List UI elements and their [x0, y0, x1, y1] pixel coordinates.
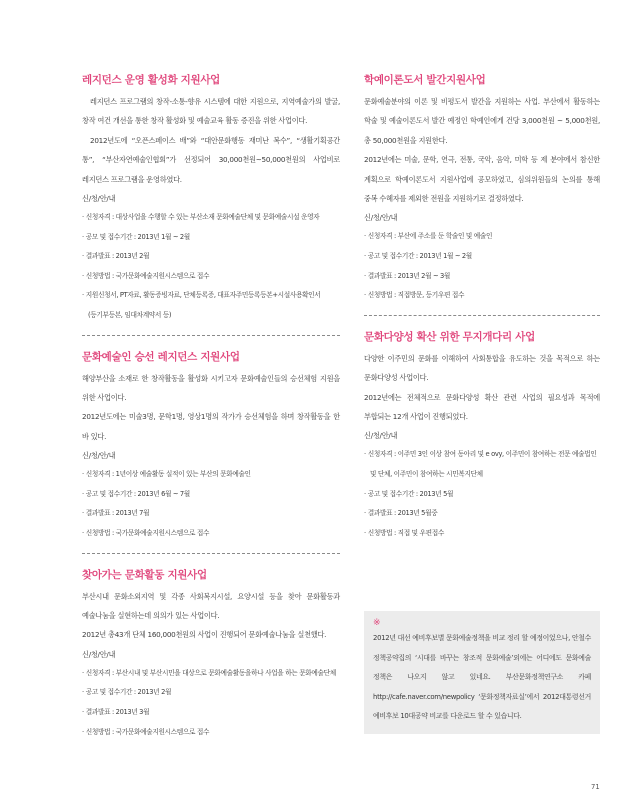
page-number: 71: [591, 783, 600, 791]
section-paragraph: 레지던스 프로그램의 창작-소통-향유 시스템에 대한 지원으로, 지역예술가의 발굴, 창작 여건 개선을 통한 창작 활성화 및 예술교육 활동 증진을 위한 사업이다.: [82, 97, 340, 126]
application-guide-label: 신/청/안/내: [82, 649, 116, 659]
section-title: 문화다양성 확산 위한 무지개다리 사업: [364, 330, 535, 343]
application-list: [364, 227, 600, 305]
section-rainbow-bridge: [364, 329, 600, 544]
application-list: [82, 664, 340, 742]
list-item: · 신청자격 : 1년이상 예술활동 실적이 있는 부산의 문화예술인: [82, 465, 340, 485]
list-item: · 신청방법 : 직접방문, 등기우편 접수: [364, 286, 600, 306]
list-item: · 결과발표 : 2013년 2월: [82, 247, 340, 267]
application-list: [82, 208, 340, 326]
list-item: · 공고 및 접수기간 : 2013년 5월: [364, 485, 600, 505]
note-text: 2012년 대선 예비후보별 문화예술정책을 비교 정리 할 예정이었으나, 안철수 정책공약집의 ‘시대를 바꾸는 창조적 문화예술’외에는 어디에도 문화예술 정책은 나오지 않고 있네요. 부산문화정책연구소 카페 http://cafe.naver.com/newpolicy ‘문화정책자료실’에서 2012대통령선거 예비후보 10대공약 비교를 다운로드 할 수 있습니다.: [373, 634, 591, 720]
list-item: · 신청방법 : 국가문화예술지원시스템으로 접수: [82, 524, 340, 544]
application-guide-label: 신/청/안/내: [82, 451, 116, 461]
section-boarding-residence: [82, 349, 340, 544]
section-theory-books: [364, 72, 600, 306]
list-item: · 신청자격 : 부산에 주소를 둔 학술인 및 예술인: [364, 227, 600, 247]
list-item: · 공고 및 접수기간 : 2013년 1월 ~ 2월: [364, 247, 600, 267]
reference-mark-icon: ※: [373, 618, 381, 628]
list-item: · 신청자격 : 대상사업을 수행할 수 있는 부산소재 문화예술단체 및 문화예술시설 운영자: [82, 208, 340, 228]
list-item: · 결과발표 : 2013년 3월: [82, 703, 340, 723]
list-item: · 신청자격 : 이주민 3인 이상 참여 동아리 및 e ovy, 이주민이 참여하는 전문 예술법인 및 단체, 이주민이 참여하는 시민복지단체: [364, 445, 600, 484]
section-paragraph: 2012년도에 “오픈스페이스 배”와 “대안문화행동 재미난 복수”, “생활기획공간 통”, “부산자연예술인협회”가 선정되어 30,000천원~50,000천원의 사업비로 레지던스 프로그램을 운영하였다.: [82, 135, 340, 184]
list-item: · 결과발표 : 2013년 7월: [82, 504, 340, 524]
list-item: · 공모 및 접수기간 : 2013년 1월 ~ 2월: [82, 228, 340, 248]
section-paragraph: 2012년에는 미술, 문학, 연극, 전통, 국악, 음악, 미학 등 제 분야에서 참신한 계획으로 학예이론도서 지원사업에 공모하였고, 심의위원들의 논의를 통해 중복 수혜자를 제외한 전원을 지원하기로 결정하였다.: [364, 155, 600, 204]
application-list: [82, 465, 340, 543]
section-residence-support: [82, 72, 340, 326]
list-item: · 결과발표 : 2013년 5월중: [364, 504, 600, 524]
section-outreach-culture: [82, 567, 340, 743]
section-title: 찾아가는 문화활동 지원사업: [82, 568, 207, 581]
section-title: 문화예술인 승선 레지던스 지원사업: [82, 350, 240, 363]
section-paragraph: 2012년에는 전체적으로 문화다양성 확산 관련 사업의 필요성과 목적에 부합되는 12개 사업이 진행되었다.: [364, 392, 600, 422]
note-box: [364, 611, 600, 734]
list-item: · 지원신청서, PT자료, 활동증빙자료, 단체등록증, 대표자주민등록등본+시설사용확인서(등기부등본, 임대차계약서 등): [82, 286, 340, 325]
application-list: [364, 445, 600, 543]
list-item: · 신청방법 : 국가문화예술지원시스템으로 접수: [82, 723, 340, 743]
section-paragraph: 2012년 총43개 단체 160,000천원의 사업이 진행되어 문화예술나눔을 실천했다.: [82, 630, 327, 640]
application-guide-label: 신/청/안/내: [82, 194, 116, 204]
section-paragraph: 부산시내 문화소외지역 및 각종 사회복지시설, 요양시설 등을 찾아 문화활동과 예술나눔을 실현하는데 의의가 있는 사업이다.: [82, 591, 340, 620]
left-column: [82, 72, 340, 742]
application-guide-label: 신/청/안/내: [364, 213, 398, 223]
section-title: 학예이론도서 발간지원사업: [364, 74, 486, 86]
section-paragraph: 해양부산을 소재로 한 창작활동을 활성화 시키고자 문화예술인들의 승선체험 지원을 위한 사업이다.: [82, 373, 340, 402]
section-paragraph: 다양한 이주민의 문화를 이해하여 사회통합을 유도하는 것을 목적으로 하는 문화다양성 사업이다.: [364, 353, 600, 383]
section-paragraph: 2012년도에는 미술3명, 문학1명, 영상1명의 작가가 승선체험을 하며 창작활동을 한 바 있다.: [82, 412, 340, 441]
application-guide-label: 신/청/안/내: [364, 431, 398, 441]
section-title: 레지던스 운영 활성화 지원사업: [82, 74, 221, 86]
section-divider: [364, 315, 600, 316]
list-item: · 신청자격 : 부산시내 및 부산시민을 대상으로 문화예술활동을하나 사업을 하는 문화예술단체: [82, 664, 340, 684]
list-item: · 공고 및 접수기간 : 2013년 6월 ~ 7월: [82, 485, 340, 505]
section-divider: [82, 335, 340, 336]
list-item: · 결과발표 : 2013년 2월 ~ 3월: [364, 267, 600, 287]
list-item: · 신청방법 : 직접 및 우편접수: [364, 524, 600, 544]
section-paragraph: 문화예술분야의 이론 및 비평도서 발간을 지원하는 사업. 부산에서 활동하는 학술 및 예술이론도서 발간 예정인 학예인에게 건당 3,000천원 ~ 5,000천원, 총 50,000천원을 지원한다.: [364, 97, 600, 145]
list-item: · 신청방법 : 국가문화예술지원시스템으로 접수: [82, 267, 340, 287]
list-item: · 공고 및 접수기간 : 2013년 2월: [82, 683, 340, 703]
right-column: [364, 72, 600, 543]
section-divider: [82, 553, 340, 554]
